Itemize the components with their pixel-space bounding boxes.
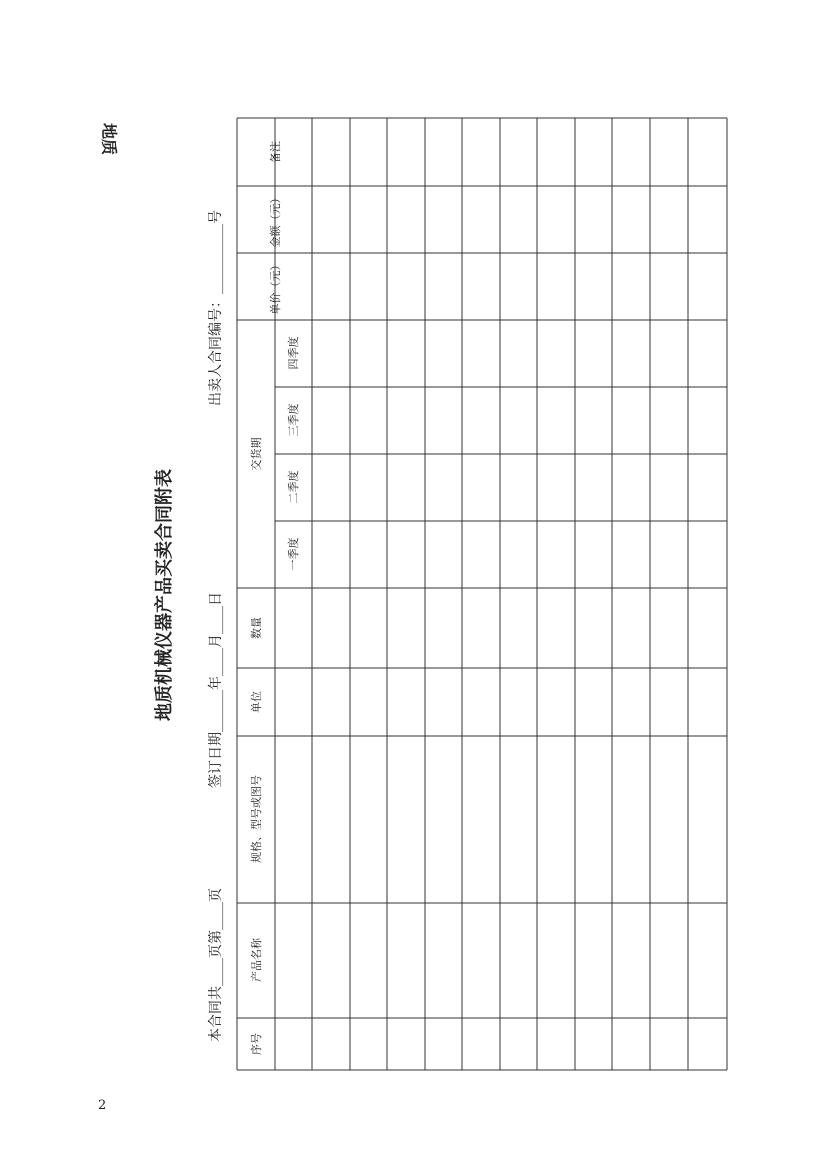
- corner-label: 地质: [99, 122, 119, 156]
- header-q3: 三季度: [287, 403, 300, 437]
- header-amount: 金额（元）: [269, 192, 282, 248]
- header-q2: 二季度: [287, 470, 300, 504]
- header-product-name: 产品名称: [250, 938, 263, 982]
- header-delivery: 交货期: [250, 437, 263, 471]
- contract-number-field: 出卖人合同编号：__________号: [208, 210, 224, 406]
- header-spec: 规格、型号或图号: [250, 775, 263, 863]
- header-unit-price: 单价（元）: [269, 259, 282, 315]
- page-title: 地质机械仪器产品买卖合同附表: [154, 469, 175, 721]
- header-remarks: 备注: [269, 141, 282, 163]
- header-q1: 一季度: [287, 537, 300, 571]
- header-quantity: 数量: [250, 617, 263, 639]
- header-seq: 序号: [250, 1033, 263, 1055]
- header-q4: 四季度: [287, 336, 300, 370]
- page-count-field: 本合同共____页第____页: [208, 888, 224, 1042]
- sign-date-field: 签订日期______年____月____日: [208, 592, 224, 788]
- page-number: 2: [98, 1098, 107, 1113]
- header-unit: 单位: [250, 691, 263, 713]
